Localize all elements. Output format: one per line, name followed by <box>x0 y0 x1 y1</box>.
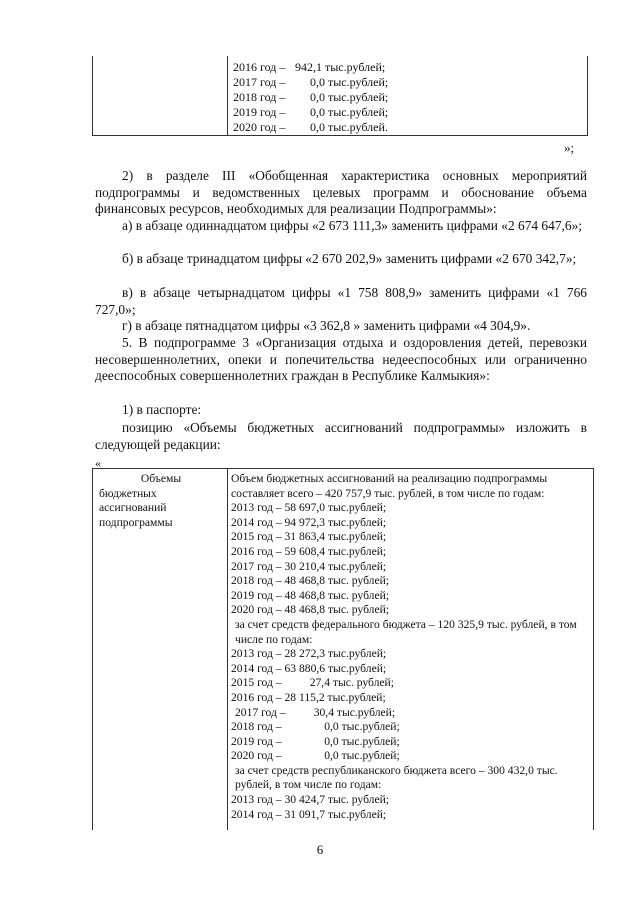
year-line: 2018 год – 48 468,8 тыс. рублей; <box>231 574 390 588</box>
year-line: 2019 год – 0,0 тыс.рублей; <box>233 105 389 119</box>
year-line: 2013 год – 28 272,3 тыс.рублей; <box>231 647 387 661</box>
page-number: 6 <box>316 842 324 857</box>
paragraph-position: позицию «Объемы бюджетных ассигнований подпрограммы» изложить в следующей редакции: <box>95 420 587 452</box>
paragraph-section-iii: 2) в разделе III «Обобщенная характеристика основных мероприятий подпрограммы и ведомственных целевых программ и обоснование объема финансовых ресурсов, необходимых для реализации Подпрограммы»: <box>95 168 587 217</box>
year-line: 2020 год – 0,0 тыс.рублей. <box>233 120 388 134</box>
federal-intro: за счет средств федерального бюджета – 120 325,9 тыс. рублей, в том числе по годам: <box>235 617 577 646</box>
year-line: 2018 год – 0,0 тыс.рублей; <box>233 90 389 104</box>
year-line: 2016 год – 28 115,2 тыс.рублей; <box>231 690 386 704</box>
year-line: 2014 год – 63 880,6 тыс.рублей; <box>231 661 387 675</box>
paragraph-item-g: г) в абзаце пятнадцатом цифры «3 362,8 » заменить цифрами «4 304,9». <box>122 318 531 333</box>
year-line: 2013 год – 58 697,0 тыс.рублей; <box>231 501 387 515</box>
paragraph-item-a: а) в абзаце одиннадцатом цифры «2 673 111,3» заменить цифрами «2 674 647,6»; <box>122 218 582 233</box>
paragraph-item-b: б) в абзаце тринадцатом цифры «2 670 202,9» заменить цифрами «2 670 342,7»; <box>122 251 577 266</box>
budget-allocation-table <box>92 468 594 830</box>
paragraph-item-v: в) в абзаце четырнадцатом цифры «1 758 808,9» заменить цифрами «1 766 727,0»; <box>95 285 587 317</box>
left-cell-line: Объемы <box>140 472 182 485</box>
year-line: 2015 год – 27,4 тыс. рублей; <box>231 676 394 690</box>
table-left-cell <box>99 472 223 530</box>
year-line: 2013 год – 30 424,7 тыс. рублей; <box>231 793 390 807</box>
year-line: 2014 год – 94 972,3 тыс.рублей; <box>231 515 387 529</box>
table-right-cell <box>231 472 591 822</box>
year-line: 2017 год – 0,0 тыс.рублей; <box>233 75 389 89</box>
year-line: 2019 год – 48 468,8 тыс. рублей; <box>231 588 390 602</box>
table-column-divider <box>227 56 228 135</box>
left-cell-line: ассигнований <box>99 501 167 515</box>
left-cell-line: подпрограммы <box>99 515 173 529</box>
year-line: 2017 год – 30,4 тыс.рублей; <box>235 705 396 719</box>
year-line: 2016 год – 59 608,4 тыс.рублей; <box>231 544 387 558</box>
year-line: 2017 год – 30 210,4 тыс.рублей; <box>231 559 387 573</box>
year-line: 2019 год – 0,0 тыс.рублей; <box>231 734 400 748</box>
table-column-divider <box>227 469 228 830</box>
year-line: 2016 год – 942,1 тыс.рублей; <box>233 60 386 74</box>
opening-quote: « <box>95 456 101 470</box>
left-cell-line: бюджетных <box>99 486 157 500</box>
previous-table-fragment <box>92 56 588 136</box>
year-line: 2020 год – 48 468,8 тыс. рублей; <box>231 603 390 617</box>
closing-quote: »; <box>564 140 575 155</box>
year-line: 2020 год – 0,0 тыс.рублей; <box>231 749 400 763</box>
year-amount-list <box>233 60 388 135</box>
total-intro: Объем бюджетных ассигнований на реализацию подпрограммы составляет всего – 420 757,9 тыс. рублей, в том числе по годам: <box>231 472 548 500</box>
year-line: 2018 год – 0,0 тыс.рублей; <box>231 720 400 734</box>
paragraph-passport: 1) в паспорте: <box>122 402 202 417</box>
year-line: 2014 год – 31 091,7 тыс.рублей; <box>231 807 387 821</box>
republic-intro: за счет средств республиканского бюджета всего – 300 432,0 тыс. рублей, в том числе по годам: <box>235 763 558 792</box>
paragraph-subprogram-3: 5. В подпрограмме 3 «Организация отдыха и оздоровления детей, перевозки несовершеннолетних, опеки и попечительства недееспособных или ограниченно дееспособных совершеннолетних граждан в Республике Калмыкия»: <box>95 335 587 384</box>
year-line: 2015 год – 31 863,4 тыс.рублей; <box>231 530 387 544</box>
